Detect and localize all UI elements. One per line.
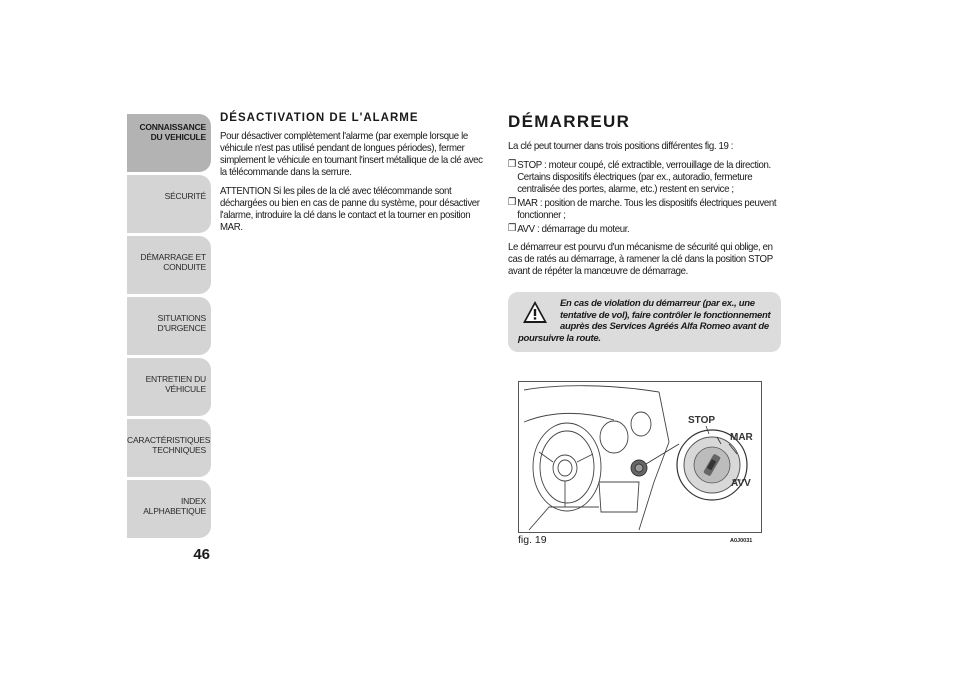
checkbox-bullet-icon: ❒ <box>508 223 516 234</box>
tab-demarrage-et-conduite[interactable] <box>127 236 211 294</box>
tab-situations-d-urgence[interactable] <box>127 297 211 355</box>
tab-label-line2: CONDUITE <box>163 262 206 272</box>
tab-label-line1: INDEX <box>181 496 206 506</box>
tab-label-line2: ALPHABETIQUE <box>143 506 206 516</box>
key-positions-list <box>508 159 783 235</box>
figure-caption: fig. 19 <box>518 534 547 546</box>
label-avv: AVV <box>731 478 751 489</box>
list-item <box>508 197 790 221</box>
tab-entretien-du-vehicule[interactable] <box>127 358 211 416</box>
tab-label-line2: TECHNIQUES <box>152 445 206 455</box>
paragraph: Pour désactiver complètement l'alarme (par exemple lorsque le véhicule n'est pas utilisé pendant de longues périodes), fermer simplement le véhicule en tournant l'insert métallique de la clé avec la télécommande dans la serrure. <box>220 130 483 178</box>
list-item-text: STOP : moteur coupé, clé extractible, verrouillage de la direction. Certains dispositifs électriques (par ex., autoradio, fermeture centralisée des portes, alarme, etc.) restent en service ; <box>517 159 771 195</box>
section-heading: DÉSACTIVATION DE L'ALARME <box>220 112 419 124</box>
list-item-text: MAR : position de marche. Tous les dispositifs électriques peuvent fonctionner ; <box>517 197 777 221</box>
tab-label-line2: DU VEHICULE <box>150 132 206 142</box>
tab-index-alphabetique[interactable] <box>127 480 211 538</box>
section-demarreur <box>508 112 783 284</box>
paragraph: Le démarreur est pourvu d'un mécanisme de sécurité qui oblige, en cas de ratés au démarrage, à ramener la clé dans la position STOP avant de répéter la manœuvre de démarrage. <box>508 241 773 277</box>
tab-securite[interactable] <box>127 175 211 233</box>
list-item <box>508 159 790 195</box>
paragraph-intro: La clé peut tourner dans trois positions différentes fig. 19 : <box>508 140 734 152</box>
ignition-illustration <box>519 382 761 532</box>
checkbox-bullet-icon: ❒ <box>508 159 516 170</box>
tab-label-line1: SÉCURITÉ <box>164 191 206 201</box>
page-number: 46 <box>193 546 210 563</box>
tab-label-line2: VÉHICULE <box>165 384 206 394</box>
tab-caracteristiques-techniques[interactable] <box>127 419 211 477</box>
section-alarm-deactivation <box>220 112 490 240</box>
warning-triangle-icon <box>522 300 548 324</box>
warning-text-main: En cas de violation du démarreur (par ex., une tentative de vol), faire contrôler le fonctionnement auprès des Services Agréés Alfa Romeo avant de <box>560 298 771 332</box>
tab-label-line2: D'URGENCE <box>157 323 206 333</box>
tab-label-line1: DÉMARRAGE ET <box>140 252 206 262</box>
tab-label-line1: ENTRETIEN DU <box>145 374 206 384</box>
label-mar: MAR <box>730 432 753 443</box>
tab-label-line1: CARACTÉRISTIQUES <box>127 435 211 445</box>
figure-code: A0J0031 <box>730 538 753 544</box>
paragraph-attention: ATTENTION Si les piles de la clé avec télécommande sont déchargées ou bien en cas de panne du système, pour désactiver l'alarme, introduire la clé dans le contact et la tourner en position MAR. <box>220 185 480 233</box>
section-heading: DÉMARREUR <box>508 112 631 131</box>
label-stop: STOP <box>688 415 716 426</box>
list-item <box>508 223 790 235</box>
tab-connaissance-du-vehicule[interactable] <box>127 114 211 172</box>
tab-label-line1: SITUATIONS <box>157 313 206 323</box>
checkbox-bullet-icon: ❒ <box>508 197 516 208</box>
warning-text-tail: poursuivre la route. <box>518 332 601 344</box>
tab-label-line1: CONNAISSANCE <box>139 122 206 132</box>
warning-text <box>518 298 771 344</box>
list-item-text: AVV : démarrage du moteur. <box>517 223 630 235</box>
warning-box <box>508 292 781 352</box>
figure-ignition <box>518 381 762 533</box>
